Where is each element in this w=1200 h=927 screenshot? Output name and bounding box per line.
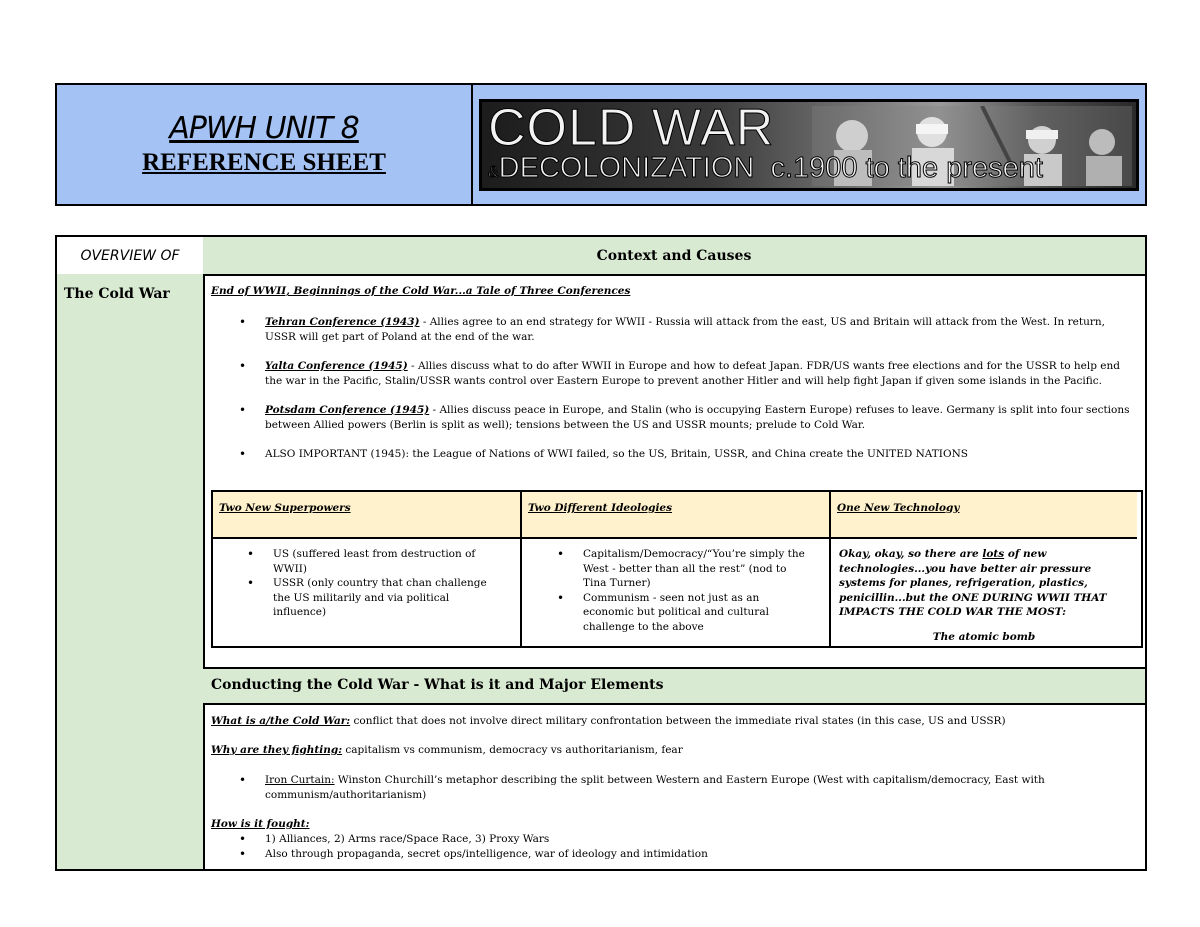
- technology-text-lots: lots: [982, 548, 1005, 560]
- conference-text: - Allies discuss peace in Europe, and Stalin (who is occupying Eastern Europe) refuses to leave. Germany is split into four sections between Allied powers (Berlin is split as well); tensions between the US and USSR mounts; prelude to Cold War.: [265, 404, 1130, 431]
- page-title: APWH UNIT 8: [169, 110, 359, 146]
- technology-heading: One New Technology: [831, 492, 1137, 539]
- conference-name: Yalta Conference (1945): [265, 360, 408, 372]
- main-table: [55, 235, 1147, 871]
- list-item: [265, 403, 1135, 433]
- list-item: • Also through propaganda, secret ops/intelligence, war of ideology and intimidation: [265, 847, 1135, 862]
- superpowers-heading: Two New Superpowers: [213, 492, 522, 539]
- list-item: • Capitalism/Democracy/“You’re simply the West - better than all the rest” (nod to Tina Turner): [583, 547, 808, 591]
- list-item: [265, 359, 1135, 389]
- iron-curtain-label: Iron Curtain:: [265, 774, 335, 786]
- inner-table: [211, 490, 1143, 648]
- conference-name: Tehran Conference (1943): [265, 316, 420, 328]
- what-text: conflict that does not involve direct military confrontation between the immediate rival states (in this case, US and USSR): [350, 715, 1006, 727]
- what-label: What is a/the Cold War:: [211, 715, 351, 727]
- banner-period: c.1900 to the present: [770, 151, 1043, 184]
- why-text: capitalism vs communism, democracy vs authoritarianism, fear: [342, 744, 683, 756]
- topic-cell: [57, 274, 203, 869]
- ideologies-list: [583, 547, 808, 634]
- technology-answer: The atomic bomb: [932, 630, 1036, 643]
- conference-name: Potsdam Conference (1945): [265, 404, 430, 416]
- iron-curtain-list: [265, 773, 1135, 803]
- how-list: [265, 832, 1135, 862]
- why-line: [211, 743, 1141, 758]
- section-title: End of WWII, Beginnings of the Cold War...a Tale of Three Conferences: [211, 285, 631, 297]
- overview-label: OVERVIEW OF: [57, 237, 203, 276]
- iron-curtain-text: Winston Churchill’s metaphor describing the split between Western and Eastern Europe (West with capitalism/democracy, East with communism/authoritarianism): [265, 774, 1045, 801]
- topic-label: The Cold War: [64, 286, 170, 302]
- conference-text: - Allies agree to an end strategy for WWII - Russia will attack from the east, US and Britain will attack from the West. In return, USSR will get part of Poland at the end of the war.: [265, 316, 1105, 343]
- list-item: [265, 773, 1135, 803]
- conference-text: - Allies discuss what to do after WWII in Europe and how to defeat Japan. FDR/US wants free elections and for the USSR to help end the war in the Pacific, Stalin/USSR wants control over Eastern Europe to prevent another Hitler and will help fight Japan if given some islands in the Pacific.: [265, 360, 1121, 387]
- superpowers-cell: [213, 539, 520, 646]
- list-item: • US (suffered least from destruction of WWII): [273, 547, 505, 576]
- header-table: [55, 83, 1147, 206]
- list-item: • USSR (only country that chan challenge the US militarily and via political influence): [273, 576, 505, 620]
- banner-decolonization: DECOLONIZATION: [498, 151, 755, 184]
- ideologies-cell: [522, 539, 829, 646]
- also-important-text: ALSO IMPORTANT (1945): the League of Nations of WWI failed, so the US, Britain, USSR, and China create the UNITED NATIONS: [265, 448, 968, 460]
- conducting-heading: Conducting the Cold War - What is it and Major Elements: [203, 667, 1145, 705]
- how-label: How is it fought:: [211, 818, 310, 830]
- technology-text: [839, 547, 1129, 620]
- list-item: • 1) Alliances, 2) Arms race/Space Race, 3) Proxy Wars: [265, 832, 1135, 847]
- banner-title: COLD WAR: [488, 98, 775, 157]
- title-cell: [57, 85, 473, 204]
- banner-cell: [473, 85, 1145, 204]
- page-subtitle: REFERENCE SHEET: [142, 148, 386, 176]
- banner-image: [479, 99, 1139, 191]
- technology-text-b: of new technologies...you have better air pressure systems for planes, refrigeration, plastics, penicillin...but the ONE DURING WWII THAT IMPACTS THE COLD WAR THE MOST:: [839, 548, 1107, 618]
- technology-text-a: Okay, okay, so there are: [839, 548, 983, 560]
- superpowers-list: [273, 547, 505, 620]
- banner-subtitle: [488, 152, 1043, 189]
- left-column: [57, 237, 205, 869]
- conference-list: [265, 315, 1135, 462]
- list-item: • Communism - seen not just as an economic but political and cultural challenge to the above: [583, 591, 808, 635]
- ideologies-heading: Two Different Ideologies: [522, 492, 831, 539]
- what-line: [211, 714, 1141, 729]
- why-label: Why are they fighting:: [211, 744, 343, 756]
- list-item: [265, 447, 1135, 462]
- banner-ampersand: &: [488, 163, 499, 181]
- context-heading: Context and Causes: [203, 237, 1145, 276]
- technology-cell: [831, 539, 1137, 646]
- list-item: [265, 315, 1135, 345]
